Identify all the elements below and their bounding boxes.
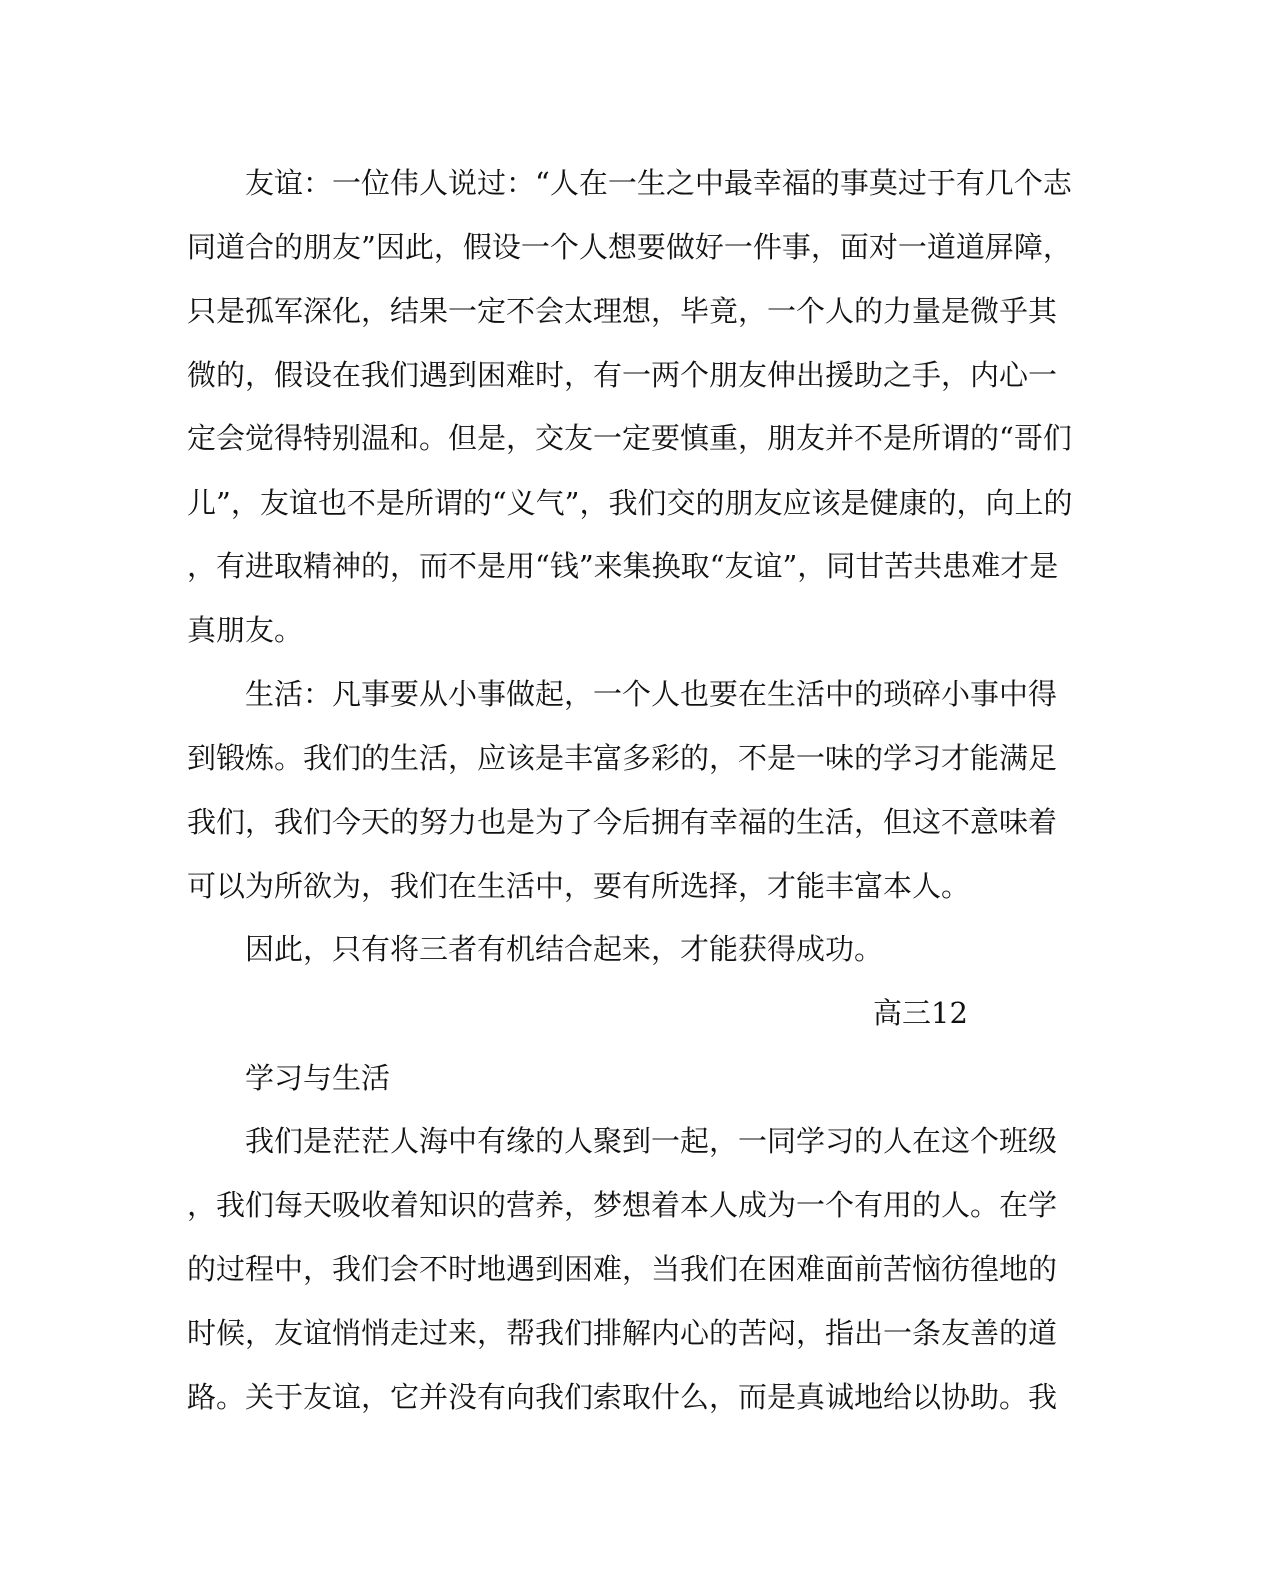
paragraph-life-line-4: 可以为所欲为，我们在生活中，要有所选择，才能丰富本人。	[187, 869, 971, 903]
essay-title: 学习与生活	[245, 1061, 391, 1095]
paragraph-study-line-3: 的过程中，我们会不时地遇到困难，当我们在困难面前苦恼彷徨地的	[187, 1252, 1058, 1286]
paragraph-study-line-4: 时候，友谊悄悄走过来，帮我们排解内心的苦闷，指出一条友善的道	[187, 1316, 1058, 1350]
paragraph-friendship-line-5: 定会觉得特别温和。但是，交友一定要慎重，朋友并不是所谓的“哥们	[187, 421, 1072, 455]
class-signature: 高三12	[873, 996, 968, 1030]
paragraph-life-line-2: 到锻炼。我们的生活，应该是丰富多彩的，不是一味的学习才能满足	[187, 741, 1058, 775]
paragraph-friendship-line-4: 微的，假设在我们遇到困难时，有一两个朋友伸出援助之手，内心一	[187, 358, 1058, 392]
paragraph-life-line-3: 我们，我们今天的努力也是为了今后拥有幸福的生活，但这不意味着	[187, 805, 1058, 839]
paragraph-friendship-line-6: 儿”，友谊也不是所谓的“义气”，我们交的朋友应该是健康的，向上的	[187, 486, 1073, 520]
paragraph-life-line-1: 生活：凡事要从小事做起，一个人也要在生活中的琐碎小事中得	[245, 677, 1058, 711]
paragraph-friendship-line-1: 友谊：一位伟人说过：“人在一生之中最幸福的事莫过于有几个志	[245, 166, 1072, 200]
paragraph-friendship-line-8: 真朋友。	[187, 613, 304, 647]
paragraph-friendship-line-3: 只是孤军深化，结果一定不会太理想，毕竟，一个人的力量是微乎其	[187, 294, 1058, 328]
paragraph-friendship-line-7: ，有进取精神的，而不是用“钱”来集换取“友谊”，同甘苦共患难才是	[187, 549, 1059, 583]
paragraph-study-line-5: 路。关于友谊，它并没有向我们索取什么，而是真诚地给以协助。我	[187, 1380, 1058, 1414]
paragraph-friendship-line-2: 同道合的朋友”因此，假设一个人想要做好一件事，面对一道道屏障，	[187, 230, 1072, 264]
paragraph-conclusion: 因此，只有将三者有机结合起来，才能获得成功。	[245, 932, 884, 966]
paragraph-study-line-2: ，我们每天吸收着知识的营养，梦想着本人成为一个有用的人。在学	[187, 1188, 1058, 1222]
paragraph-study-line-1: 我们是茫茫人海中有缘的人聚到一起，一同学习的人在这个班级	[245, 1124, 1058, 1158]
